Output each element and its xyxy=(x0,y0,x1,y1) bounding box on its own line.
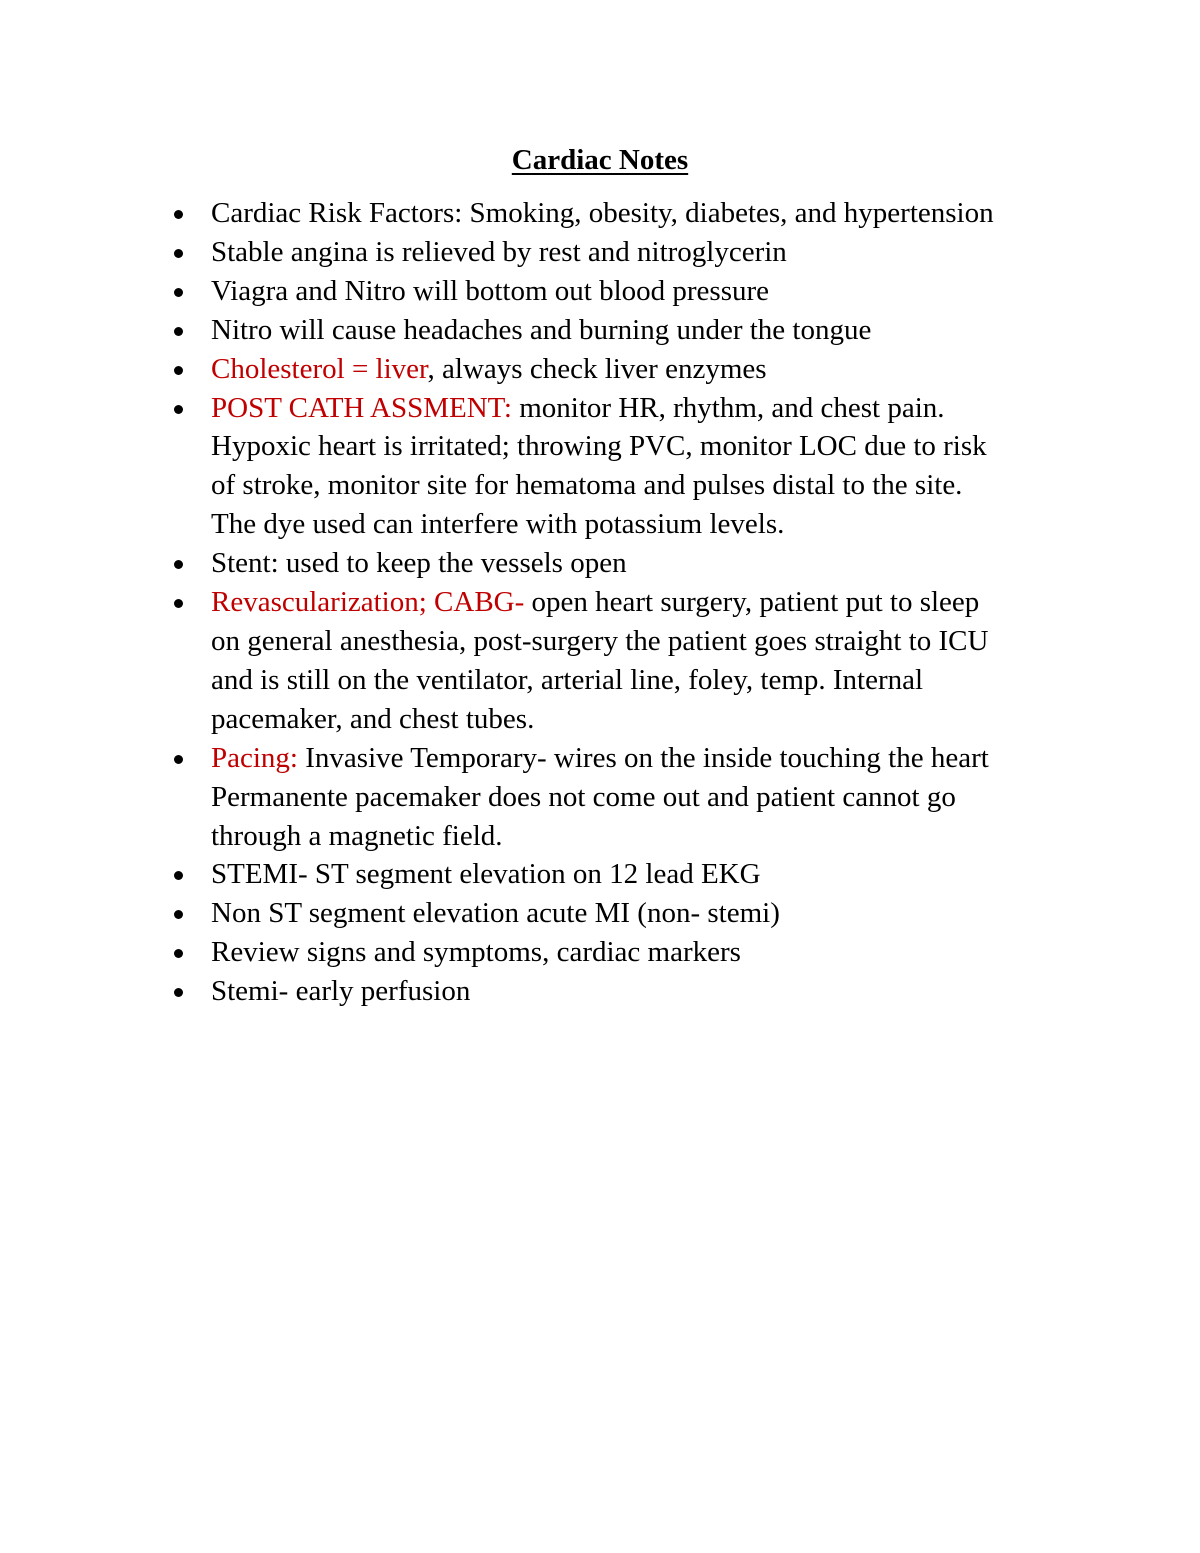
note-line xyxy=(211,389,1111,428)
note-line xyxy=(211,466,1111,505)
note-text: The dye used can interfere with potassium levels. xyxy=(211,508,785,541)
highlighted-term: Cholesterol = liver xyxy=(211,352,428,385)
note-text: Permanente pacemaker does not come out and patient cannot go xyxy=(211,780,956,813)
bullet-icon xyxy=(174,249,183,258)
note-item xyxy=(211,194,1111,233)
note-text: and is still on the ventilator, arterial line, foley, temp. Internal xyxy=(211,663,924,696)
note-line xyxy=(211,350,1111,389)
bullet-icon xyxy=(174,405,183,414)
note-text: Stemi- early perfusion xyxy=(211,975,471,1008)
note-item xyxy=(211,389,1111,545)
note-text: on general anesthesia, post-surgery the patient goes straight to ICU xyxy=(211,624,989,657)
note-line xyxy=(211,427,1111,466)
bullet-icon xyxy=(174,327,183,336)
note-item xyxy=(211,272,1111,311)
note-text: Hypoxic heart is irritated; throwing PVC, monitor LOC due to risk xyxy=(211,430,987,463)
bullet-icon xyxy=(174,288,183,297)
document-title: Cardiac Notes xyxy=(511,144,689,176)
note-text: pacemaker, and chest tubes. xyxy=(211,702,535,735)
bullet-icon xyxy=(174,599,183,608)
note-line xyxy=(211,778,1111,817)
note-line xyxy=(211,311,1111,350)
note-text: open heart surgery, patient put to sleep xyxy=(524,586,980,619)
note-line xyxy=(211,817,1111,856)
bullet-icon xyxy=(174,871,183,880)
note-text: Invasive Temporary- wires on the inside touching the heart xyxy=(298,741,989,774)
note-line xyxy=(211,855,1111,894)
note-text: Stable angina is relieved by rest and nitroglycerin xyxy=(211,235,787,268)
note-text: Viagra and Nitro will bottom out blood pressure xyxy=(211,274,770,307)
note-item xyxy=(211,311,1111,350)
note-item xyxy=(211,972,1111,1011)
highlighted-term: POST CATH ASSMENT: xyxy=(211,391,512,424)
note-item xyxy=(211,233,1111,272)
note-text: STEMI- ST segment elevation on 12 lead EKG xyxy=(211,858,761,891)
note-line xyxy=(211,972,1111,1011)
note-text: , always check liver enzymes xyxy=(427,352,767,385)
note-line xyxy=(211,933,1111,972)
note-line xyxy=(211,272,1111,311)
bullet-icon xyxy=(174,949,183,958)
note-text: Review signs and symptoms, cardiac markers xyxy=(211,936,741,969)
note-item xyxy=(211,544,1111,583)
note-text: of stroke, monitor site for hematoma and pulses distal to the site. xyxy=(211,469,963,502)
bullet-icon xyxy=(174,988,183,997)
note-text: monitor HR, rhythm, and chest pain. xyxy=(512,391,945,424)
highlighted-term: Pacing: xyxy=(211,741,298,774)
note-line xyxy=(211,233,1111,272)
bullet-icon xyxy=(174,210,183,219)
bullet-icon xyxy=(174,366,183,375)
note-item xyxy=(211,855,1111,894)
note-line xyxy=(211,622,1111,661)
note-item xyxy=(211,739,1111,856)
note-text: Cardiac Risk Factors: Smoking, obesity, diabetes, and hypertension xyxy=(211,197,994,229)
note-line xyxy=(211,700,1111,739)
note-line xyxy=(211,894,1111,933)
note-line xyxy=(211,505,1111,544)
note-item xyxy=(211,583,1111,739)
note-text: Stent: used to keep the vessels open xyxy=(211,547,627,580)
note-text: Nitro will cause headaches and burning under the tongue xyxy=(211,313,872,346)
note-line xyxy=(211,194,1111,233)
bullet-icon xyxy=(174,755,183,764)
bullet-icon xyxy=(174,560,183,569)
note-item xyxy=(211,350,1111,389)
note-text: Non ST segment elevation acute MI (non- stemi) xyxy=(211,897,780,930)
note-item xyxy=(211,933,1111,972)
note-line xyxy=(211,739,1111,778)
note-text: through a magnetic field. xyxy=(211,819,503,852)
highlighted-term: Revascularization; CABG- xyxy=(211,586,525,619)
note-line xyxy=(211,583,1111,622)
note-line xyxy=(211,544,1111,583)
notes-list xyxy=(211,194,1111,1011)
note-item xyxy=(211,894,1111,933)
bullet-icon xyxy=(174,910,183,919)
note-line xyxy=(211,661,1111,700)
